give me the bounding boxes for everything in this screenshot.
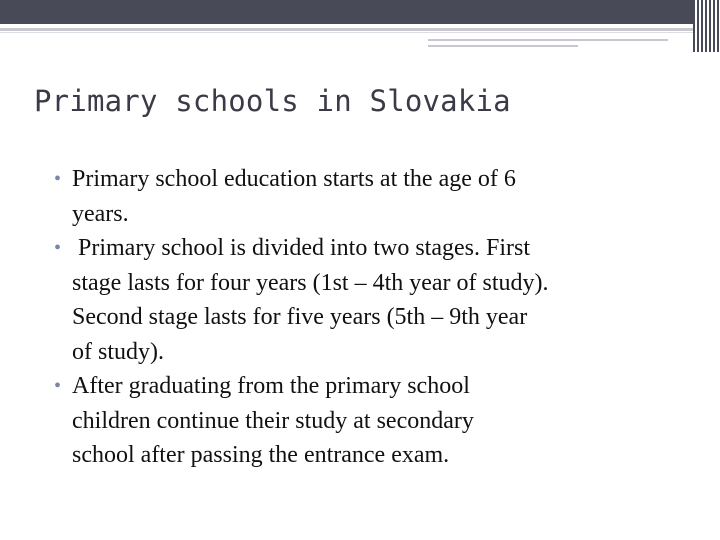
- bullet-line: years.: [72, 200, 129, 227]
- accent-line: [428, 39, 668, 41]
- bullet-line: school after passing the entrance exam.: [72, 442, 450, 468]
- bullet-icon: •: [54, 375, 62, 397]
- header-bar: [0, 0, 720, 24]
- slide-title: Primary schools in Slovakia: [34, 84, 511, 118]
- bullet-list: [54, 162, 694, 473]
- bullet-item: [54, 162, 694, 231]
- bullet-line: children continue their study at secondary: [72, 407, 474, 434]
- accent-line: [0, 32, 693, 33]
- accent-line: [428, 45, 578, 47]
- bullet-icon: •: [54, 168, 62, 190]
- bullet-icon: •: [54, 237, 62, 259]
- bullet-line: stage lasts for four years (1st – 4th year of study).: [72, 269, 549, 296]
- bullet-item: [54, 369, 694, 473]
- bullet-line: Primary school is divided into two stages. First: [72, 235, 530, 261]
- header-stripes: [693, 0, 720, 52]
- bullet-line: Primary school education starts at the age of 6: [72, 166, 516, 192]
- bullet-item: [54, 231, 694, 369]
- bullet-line: Second stage lasts for five years (5th – 9th year: [72, 304, 528, 330]
- accent-line: [0, 28, 693, 31]
- bullet-line: of study).: [72, 338, 164, 365]
- bullet-line: After graduating from the primary school: [72, 373, 470, 399]
